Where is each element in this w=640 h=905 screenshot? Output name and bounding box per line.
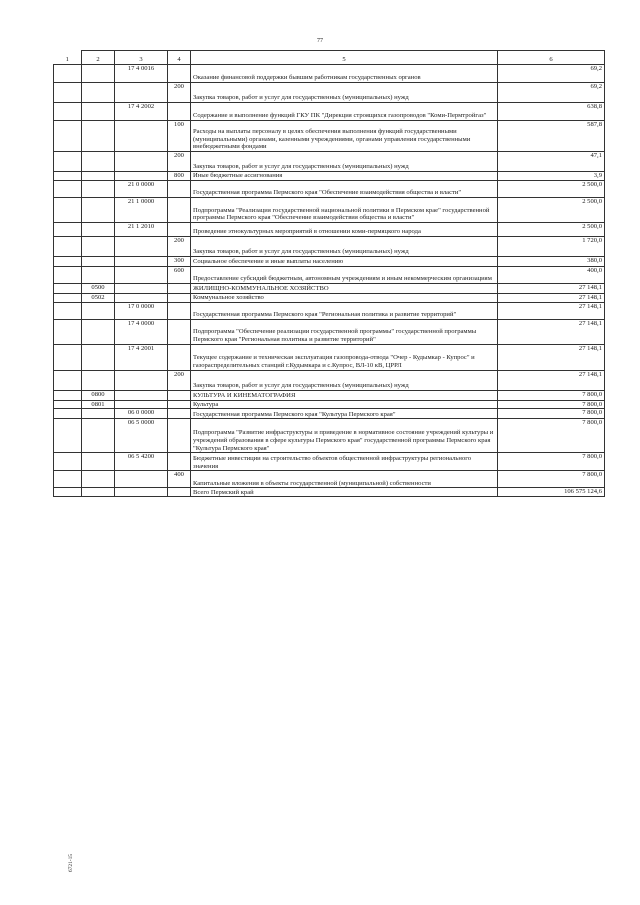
subsection-code	[82, 419, 115, 453]
table-row	[54, 223, 605, 237]
amount: 27 148,1	[498, 284, 605, 294]
expense-type-code: 600	[168, 267, 191, 284]
amount: 27 148,1	[498, 302, 605, 319]
target-article-code: 17 4 2002	[115, 103, 168, 121]
column-number-row	[54, 51, 605, 65]
page-number: 77	[317, 38, 323, 44]
amount: 27 148,1	[498, 344, 605, 370]
subsection-code	[82, 223, 115, 237]
target-article-code	[115, 121, 168, 152]
expense-type-code	[168, 419, 191, 453]
target-article-code	[115, 284, 168, 294]
section-code	[54, 267, 82, 284]
amount: 47,1	[498, 152, 605, 172]
subsection-code	[82, 409, 115, 419]
section-code	[54, 83, 82, 103]
item-name: Культура	[191, 400, 498, 409]
target-article-code: 17 4 0000	[115, 319, 168, 344]
subsection-code	[82, 198, 115, 223]
section-code	[54, 257, 82, 267]
subsection-code	[82, 370, 115, 390]
amount: 2 500,0	[498, 198, 605, 223]
expense-type-code: 200	[168, 152, 191, 172]
amount: 2 500,0	[498, 181, 605, 198]
item-name: Государственная программа Пермского края "Культура Пермского края"	[191, 409, 498, 419]
subsection-code	[82, 344, 115, 370]
amount: 69,2	[498, 65, 605, 83]
table-row	[54, 83, 605, 103]
item-name: Текущее содержание и техническая эксплуатация газопровода-отвода "Очер - Кудымкар - Купрос" и газораспределительных станций г.Кудымкара и с.Купрос, ВЛ-10 кВ, ЦРРЛ	[191, 344, 498, 370]
subsection-code	[82, 103, 115, 121]
table-row	[54, 390, 605, 400]
item-name: Оказание финансовой поддержки бывшим работникам государственных органов	[191, 65, 498, 83]
section-code	[54, 419, 82, 453]
subsection-code	[82, 121, 115, 152]
target-article-code	[115, 390, 168, 400]
section-code	[54, 294, 82, 303]
item-name: Предоставление субсидий бюджетным, автономным учреждениям и иным некоммерческим организациям	[191, 267, 498, 284]
section-code	[54, 237, 82, 257]
amount: 69,2	[498, 83, 605, 103]
subsection-code	[82, 237, 115, 257]
item-name: КУЛЬТУРА И КИНЕМАТОГРАФИЯ	[191, 390, 498, 400]
expense-type-code: 100	[168, 121, 191, 152]
table-row	[54, 488, 605, 497]
column-number: 6	[498, 51, 605, 65]
section-code	[54, 181, 82, 198]
section-code	[54, 370, 82, 390]
section-code	[54, 400, 82, 409]
section-code	[54, 453, 82, 471]
expense-type-code	[168, 198, 191, 223]
section-code	[54, 65, 82, 83]
table-row	[54, 319, 605, 344]
item-name: Коммунальное хозяйство	[191, 294, 498, 303]
subsection-code: 0502	[82, 294, 115, 303]
amount: 7 800,0	[498, 390, 605, 400]
target-article-code	[115, 267, 168, 284]
item-name: ЖИЛИЩНО-КОММУНАЛЬНОЕ ХОЗЯЙСТВО	[191, 284, 498, 294]
expense-type-code	[168, 390, 191, 400]
item-name: Закупка товаров, работ и услуг для государственных (муниципальных) нужд	[191, 370, 498, 390]
amount: 400,0	[498, 267, 605, 284]
target-article-code	[115, 400, 168, 409]
table-row	[54, 294, 605, 303]
amount: 1 720,0	[498, 237, 605, 257]
expense-type-code	[168, 319, 191, 344]
item-name: Всего Пермский край	[191, 488, 498, 497]
target-article-code: 17 4 2001	[115, 344, 168, 370]
item-name: Подпрограмма "Обеспечение реализации государственной программы" государственной программы Пермского края "Региональная политика и развитие территорий"	[191, 319, 498, 344]
target-article-code	[115, 257, 168, 267]
amount: 106 575 124,6	[498, 488, 605, 497]
target-article-code	[115, 172, 168, 181]
amount: 27 148,1	[498, 370, 605, 390]
amount: 7 800,0	[498, 453, 605, 471]
footer-code: 6721-15	[68, 854, 74, 872]
subsection-code	[82, 83, 115, 103]
target-article-code: 06 0 0000	[115, 409, 168, 419]
table-row	[54, 453, 605, 471]
expense-type-code	[168, 65, 191, 83]
subsection-code	[82, 172, 115, 181]
amount: 27 148,1	[498, 294, 605, 303]
expense-type-code	[168, 223, 191, 237]
target-article-code	[115, 471, 168, 488]
amount: 638,8	[498, 103, 605, 121]
section-code	[54, 319, 82, 344]
table-row	[54, 370, 605, 390]
expense-type-code	[168, 103, 191, 121]
expense-type-code: 800	[168, 172, 191, 181]
table-row	[54, 237, 605, 257]
item-name: Подпрограмма "Реализация государственной национальной политики в Пермском крае" государственной программы Пермского края "Обеспечение взаимодействия общества и власти"	[191, 198, 498, 223]
table-row	[54, 257, 605, 267]
section-code	[54, 103, 82, 121]
item-name: Расходы на выплаты персоналу в целях обеспечения выполнения функций государственными (муниципальными) органами, казенными учреждениями, органами управления государственными внебюджетными фондами	[191, 121, 498, 152]
item-name: Проведение этнокультурных мероприятий в отношении коми-пермяцкого народа	[191, 223, 498, 237]
expense-type-code	[168, 344, 191, 370]
table-row	[54, 152, 605, 172]
table-row	[54, 471, 605, 488]
expense-type-code: 200	[168, 370, 191, 390]
subsection-code	[82, 488, 115, 497]
amount: 7 800,0	[498, 471, 605, 488]
section-code	[54, 121, 82, 152]
item-name: Иные бюджетные ассигнования	[191, 172, 498, 181]
subsection-code	[82, 302, 115, 319]
expense-type-code	[168, 181, 191, 198]
subsection-code	[82, 267, 115, 284]
target-article-code: 06 5 0000	[115, 419, 168, 453]
section-code	[54, 302, 82, 319]
target-article-code	[115, 83, 168, 103]
target-article-code	[115, 294, 168, 303]
subsection-code	[82, 471, 115, 488]
amount: 2 500,0	[498, 223, 605, 237]
target-article-code	[115, 152, 168, 172]
amount: 27 148,1	[498, 319, 605, 344]
table-row	[54, 344, 605, 370]
target-article-code	[115, 237, 168, 257]
expense-type-code	[168, 284, 191, 294]
section-code	[54, 223, 82, 237]
target-article-code	[115, 370, 168, 390]
table-row	[54, 181, 605, 198]
amount: 3,9	[498, 172, 605, 181]
expense-type-code	[168, 453, 191, 471]
section-code	[54, 284, 82, 294]
table-row	[54, 103, 605, 121]
table-row	[54, 121, 605, 152]
target-article-code	[115, 488, 168, 497]
table-row	[54, 65, 605, 83]
subsection-code	[82, 65, 115, 83]
expense-type-code: 400	[168, 471, 191, 488]
amount: 7 800,0	[498, 400, 605, 409]
item-name: Государственная программа Пермского края "Обеспечение взаимодействия общества и власти"	[191, 181, 498, 198]
expense-type-code	[168, 409, 191, 419]
column-number: 1	[54, 51, 82, 65]
item-name: Закупка товаров, работ и услуг для государственных (муниципальных) нужд	[191, 83, 498, 103]
item-name: Закупка товаров, работ и услуг для государственных (муниципальных) нужд	[191, 237, 498, 257]
amount: 380,0	[498, 257, 605, 267]
column-number: 2	[82, 51, 115, 65]
expense-type-code: 300	[168, 257, 191, 267]
column-number: 4	[168, 51, 191, 65]
section-code	[54, 409, 82, 419]
column-number: 5	[191, 51, 498, 65]
subsection-code: 0500	[82, 284, 115, 294]
target-article-code: 06 5 4200	[115, 453, 168, 471]
subsection-code	[82, 181, 115, 198]
amount: 7 800,0	[498, 409, 605, 419]
table-row	[54, 284, 605, 294]
table-row	[54, 302, 605, 319]
table-row	[54, 419, 605, 453]
target-article-code: 21 0 0000	[115, 181, 168, 198]
subsection-code	[82, 453, 115, 471]
section-code	[54, 344, 82, 370]
section-code	[54, 152, 82, 172]
item-name: Содержание и выполнение функций ГКУ ПК "Дирекция строящихся газопроводов "Коми-Пермтройгаз"	[191, 103, 498, 121]
target-article-code: 21 1 0000	[115, 198, 168, 223]
expense-type-code	[168, 400, 191, 409]
target-article-code: 21 1 2010	[115, 223, 168, 237]
subsection-code: 0801	[82, 400, 115, 409]
section-code	[54, 471, 82, 488]
table-row	[54, 267, 605, 284]
table-row	[54, 400, 605, 409]
item-name: Капитальные вложения в объекты государственной (муниципальной) собственности	[191, 471, 498, 488]
subsection-code: 0800	[82, 390, 115, 400]
subsection-code	[82, 319, 115, 344]
expense-type-code: 200	[168, 237, 191, 257]
section-code	[54, 390, 82, 400]
expense-type-code: 200	[168, 83, 191, 103]
table-row	[54, 409, 605, 419]
column-number: 3	[115, 51, 168, 65]
section-code	[54, 198, 82, 223]
target-article-code: 17 0 0000	[115, 302, 168, 319]
budget-table	[53, 50, 605, 497]
item-name: Государственная программа Пермского края "Региональная политика и развитие территорий"	[191, 302, 498, 319]
item-name: Социальное обеспечение и иные выплаты населению	[191, 257, 498, 267]
target-article-code: 17 4 0016	[115, 65, 168, 83]
subsection-code	[82, 257, 115, 267]
amount: 587,8	[498, 121, 605, 152]
table-row	[54, 198, 605, 223]
table-row	[54, 172, 605, 181]
item-name: Бюджетные инвестиции на строительство объектов общественной инфраструктуры регионального значения	[191, 453, 498, 471]
section-code	[54, 488, 82, 497]
item-name: Подпрограмма "Развитие инфраструктуры и приведение в нормативное состояние учреждений культуры и учреждений образования в сфере культуры Пермского края" государственной программы Пермского края "Культура Пермского края"	[191, 419, 498, 453]
amount: 7 800,0	[498, 419, 605, 453]
expense-type-code	[168, 302, 191, 319]
item-name: Закупка товаров, работ и услуг для государственных (муниципальных) нужд	[191, 152, 498, 172]
section-code	[54, 172, 82, 181]
subsection-code	[82, 152, 115, 172]
expense-type-code	[168, 294, 191, 303]
expense-type-code	[168, 488, 191, 497]
